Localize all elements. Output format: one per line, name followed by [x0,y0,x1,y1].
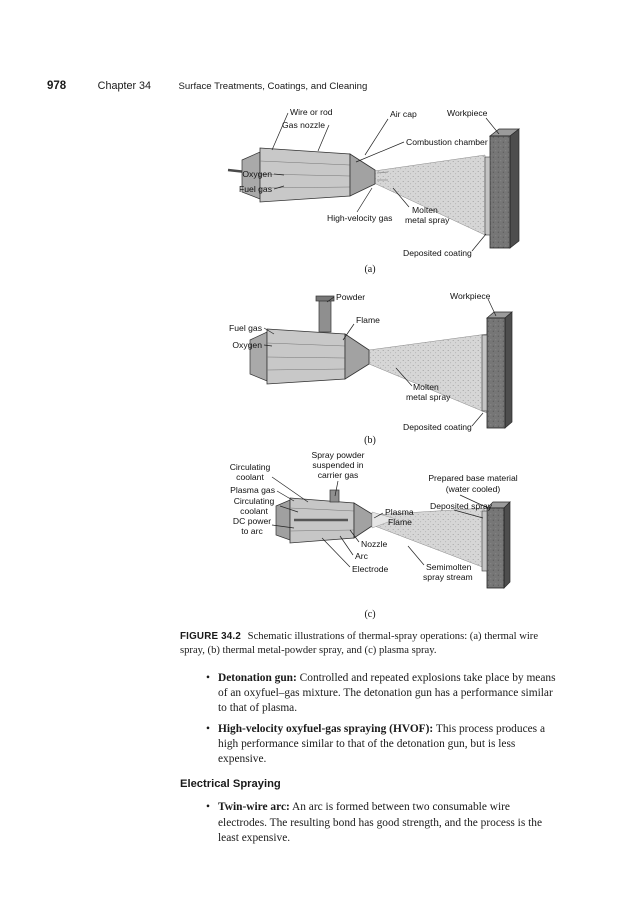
bullet-text: This process produces a high performance similar to that of the detonation gun, but is less expensive. [218,723,546,766]
leader-line [365,119,388,155]
leader-line [408,546,424,565]
label-molten-metal-spray-2: metal spray [405,215,450,225]
label-circulating-coolant-top-2: coolant [236,472,264,482]
label-semimolten-1: Semimolten [426,562,472,572]
leader-line [322,538,350,567]
label-workpiece: Workpiece [447,108,488,118]
leader-line [472,234,486,251]
section-heading: Electrical Spraying [180,778,281,791]
diagram-plasma-spray [172,448,537,628]
powder-feeder-tube [330,490,339,502]
label-spray-powder-1: Spray powder [311,450,365,460]
label-molten-metal-spray-2: metal spray [406,392,451,402]
leader-line [356,142,404,162]
running-head [47,76,367,94]
bullet-list-thermal [180,671,557,768]
bullet-term: Detonation gun: [218,671,297,684]
label-spray-powder-3: carrier gas [317,470,359,480]
sublabel-b: (b) [364,435,376,446]
label-molten-metal-spray-1: Molten [413,382,439,392]
label-deposited-coating: Deposited coating [403,422,472,432]
leader-line [472,413,483,426]
label-molten-metal-spray-1: Molten [412,205,438,215]
bullet-twin-wire-arc [218,800,557,845]
chapter-title: Surface Treatments, Coatings, and Cleaning [178,81,368,92]
bullet-detonation-gun [218,671,557,716]
sublabel-a: (a) [364,264,376,275]
diagram-thermal-wire-spray [172,100,537,280]
workpiece-side-face [504,502,510,588]
deposited-spray-layer [482,511,487,571]
label-fuel-gas: Fuel gas [229,323,262,333]
label-plasma: Plasma [385,507,414,517]
label-electrode: Electrode [352,564,389,574]
label-high-velocity-gas: High-velocity gas [327,213,393,223]
workpiece-side-face [505,312,512,428]
label-powder: Powder [336,292,366,302]
label-air-cap: Air cap [390,109,417,119]
label-prepared-base-1: Prepared base material [428,473,518,483]
chapter-label: Chapter 34 [97,80,152,92]
bullet-term: High-velocity oxyfuel-gas spraying (HVOF): [218,723,434,735]
deposited-coating-layer [482,335,487,411]
workpiece-front-face [487,508,504,588]
label-dc-power-2: to arc [241,526,263,536]
label-nozzle: Nozzle [361,539,388,549]
nozzle-cone [345,334,369,379]
figure-caption [180,630,557,658]
diagram-metal-powder-spray [172,284,537,448]
label-dc-power-1: DC power [232,516,272,526]
nozzle-cone [354,503,372,538]
deposited-coating-layer [485,157,490,235]
workpiece-front-face [487,318,505,428]
label-semimolten-2: spray stream [423,572,473,582]
label-arc: Arc [355,551,368,561]
label-prepared-base-2: (water cooled) [445,484,501,494]
label-deposited-spray: Deposited spray [430,501,493,511]
figure-caption-label: FIGURE 34.2 [180,631,242,642]
bullet-term: Twin-wire arc: [218,801,290,814]
label-wire-or-rod: Wire or rod [290,107,333,117]
bullet-text: An arc is formed between two consumable wire electrodes. The resulting bond has good strength, and the process is the least expensive. [218,801,543,844]
label-circulating-coolant-mid-2: coolant [240,506,268,516]
label-flame: Flame [388,517,412,527]
gun-rear [276,500,290,540]
leader-line [277,491,294,501]
leader-line [272,113,288,150]
label-workpiece: Workpiece [450,291,491,301]
figure-caption-text: Schematic illustrations of thermal-spray operations: (a) thermal wire spray, (b) thermal metal-powder spray, and (c) plasma spray. [180,631,539,656]
label-oxygen: Oxygen [242,169,272,179]
gun-body [267,329,345,384]
label-plasma-gas: Plasma gas [230,485,275,495]
bullet-text: Controlled and repeated explosions take place by means of an oxyfuel–gas mixture. The detonation gun has a performance similar to that of plasma. [218,671,556,714]
sublabel-c: (c) [364,609,376,620]
label-fuel-gas: Fuel gas [239,184,272,194]
label-oxygen: Oxygen [232,340,262,350]
label-combustion-chamber: Combustion chamber [406,137,488,147]
leader-line [486,118,499,134]
workpiece-front-face [490,136,510,248]
bullet-hvof [218,722,557,767]
bullet-list-electrical [180,800,557,845]
label-circulating-coolant-mid-1: Circulating [233,496,275,506]
label-flame: Flame [356,315,380,325]
text-content [180,630,557,852]
label-spray-powder-2: suspended in [312,460,364,470]
workpiece-side-face [510,129,519,248]
page-number: 978 [47,80,67,92]
label-circulating-coolant-top-1: Circulating [229,462,271,472]
label-gas-nozzle: Gas nozzle [282,120,325,130]
powder-feeder-tube [319,299,331,332]
label-deposited-coating: Deposited coating [403,248,472,258]
